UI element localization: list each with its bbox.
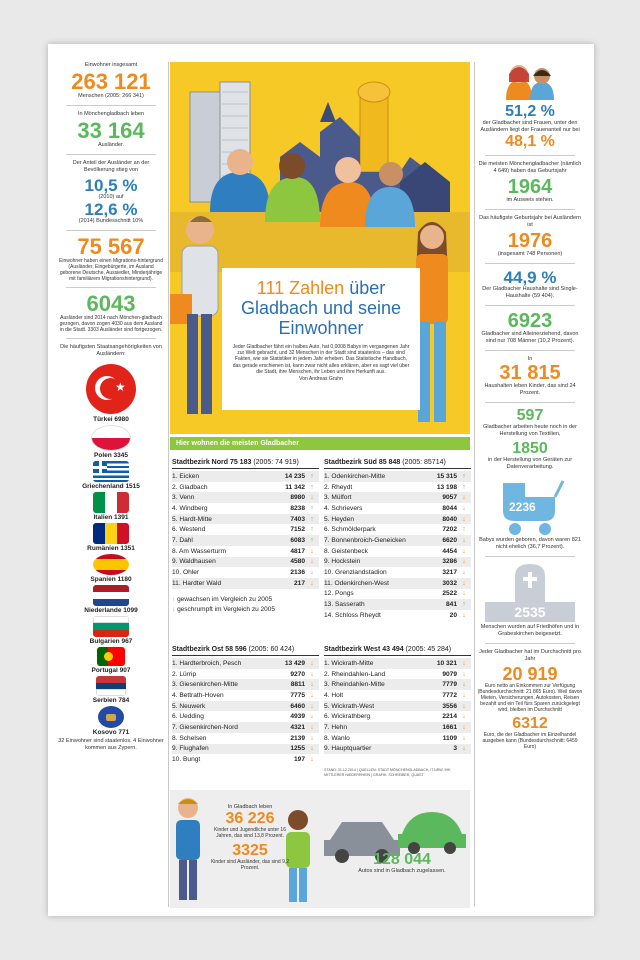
cars-value: 128 044 <box>373 851 431 868</box>
kids-note: Kinder und Jugendliche unter 16 Jahren, das sind 13,8 Prozent. <box>214 827 286 839</box>
table-row <box>324 546 471 557</box>
district-name: 10. Bungt <box>172 756 201 764</box>
arrow-down-icon: ↓ <box>462 611 466 619</box>
table-row <box>172 514 319 525</box>
flag-portugal-icon <box>97 647 125 666</box>
table-row <box>324 722 471 733</box>
table-row <box>172 492 319 503</box>
table-row <box>324 492 471 503</box>
arrow-up-icon: ↑ <box>310 504 314 512</box>
table-row <box>324 658 471 669</box>
district-population: 9057 <box>442 494 457 502</box>
flag-turkey-icon: ★ <box>86 364 136 414</box>
single-households-note: Der Gladbacher Haushalte sind Single-Haushalte (59 404). <box>482 286 578 299</box>
right-column <box>477 62 583 750</box>
district-name: 2. Gladbach <box>172 483 208 491</box>
district-name: 11. Odenkirchen-West <box>324 579 389 587</box>
table-row <box>172 503 319 514</box>
district-population: 7403 <box>290 515 305 523</box>
arrow-up-icon: ↑ <box>172 595 176 603</box>
foreigners-label: In Mönchengladbach leben <box>77 111 145 117</box>
population-label: Einwohner insgesamt <box>84 62 138 68</box>
table-row <box>324 503 471 514</box>
table-row <box>324 679 471 690</box>
table-row <box>172 733 319 744</box>
arrow-down-icon: ↓ <box>462 681 466 689</box>
babies-note: Babys wurden geboren, davon waren 821 nicht ehelich (36,7 Prozent). <box>479 537 581 550</box>
source-note: STAND: 31.12.2014 | QUELLEN: STADT MÖNCHENGLADBACH, IT.NRW, IHK MITTLERER NIEDERRHEIN | GRAFIK: SCHREIBER, QUAST <box>324 768 451 777</box>
arrow-down-icon: ↓ <box>172 605 176 613</box>
table-row <box>324 514 471 525</box>
arrow-up-icon: ↑ <box>310 526 314 534</box>
table-row <box>324 567 471 578</box>
babies-value: 2236 <box>509 500 536 514</box>
foreign-women-share-value: 48,1 % <box>505 133 555 150</box>
arrow-down-icon: ↓ <box>310 659 314 667</box>
arrow-down-icon: ↓ <box>310 569 314 577</box>
flag-serbia-icon <box>96 676 126 696</box>
burials-value: 2535 <box>485 602 575 622</box>
district-population: 6083 <box>290 536 305 544</box>
title-part-c: Gladbach und seine Einwohner <box>240 298 402 338</box>
arrow-up-icon: ↑ <box>462 526 466 534</box>
arrow-up-icon: ↑ <box>462 483 466 491</box>
arrow-down-icon: ↓ <box>462 745 466 753</box>
district-name: 7. Giesenkirchen-Nord <box>172 723 238 731</box>
table-row <box>172 679 319 690</box>
arrow-up-icon: ↑ <box>310 472 314 480</box>
district-sued-rows <box>324 471 471 621</box>
arrow-down-icon: ↓ <box>462 515 466 523</box>
district-name: 1. Hardterbroich, Pesch <box>172 659 242 667</box>
district-ost-rows <box>172 658 319 765</box>
district-population: 9270 <box>290 670 305 678</box>
district-name: 3. Giesenkirchen-Mitte <box>172 681 238 689</box>
burials-note: Menschen wurden auf Friedhöfen und in Grabeskirchen beigesetzt. <box>480 624 580 637</box>
legend-down: geschrumpft im Vergleich zu 2005 <box>177 605 275 613</box>
share-note: (2014) Bundesschnitt 10% <box>78 218 144 224</box>
left-column <box>58 62 164 752</box>
district-population: 6460 <box>290 702 305 710</box>
district-population: 10 321 <box>436 659 457 667</box>
district-population: 7202 <box>442 526 457 534</box>
arrow-down-icon: ↓ <box>462 547 466 555</box>
flag-label-romania: Rumänien 1351 <box>87 545 135 552</box>
district-population: 841 <box>445 601 457 609</box>
district-population: 1255 <box>290 745 305 753</box>
district-name: 7. Bonnenbroich-Geneicken <box>324 536 406 544</box>
table-row <box>172 546 319 557</box>
district-name: 12. Pongs <box>324 590 354 598</box>
table-row <box>324 610 471 621</box>
district-name: 1. Odenkirchen-Mitte <box>324 472 386 480</box>
arrow-down-icon: ↓ <box>310 713 314 721</box>
title-part-a: 111 Zahlen <box>256 278 345 298</box>
u6-note: Kinder sind Ausländer, das sind 9,2 Prozent. <box>210 859 290 871</box>
district-population: 3286 <box>442 558 457 566</box>
author: Von Andreas Gruhn <box>299 376 343 383</box>
kids-households-label: In <box>527 356 533 362</box>
table-row <box>172 754 319 765</box>
district-name: 4. Schrievers <box>324 504 363 512</box>
district-population: 3556 <box>442 702 457 710</box>
flag-label-turkey: Türkei 6980 <box>93 416 129 423</box>
district-name: 6. Wickrathberg <box>324 713 371 721</box>
district-population: 4454 <box>442 547 457 555</box>
district-name: 8. Schelsen <box>172 734 207 742</box>
women-share-value: 51,2 % <box>505 103 555 120</box>
table-row <box>172 578 319 589</box>
table-row <box>172 524 319 535</box>
left-divider <box>168 62 169 907</box>
arrow-down-icon: ↓ <box>462 569 466 577</box>
flag-romania-icon <box>93 523 129 544</box>
district-nord <box>172 459 319 615</box>
it-note: in der Herstellung von Geräten zur Datenverarbeitung. <box>487 457 573 470</box>
table-row <box>172 744 319 755</box>
district-name: 9. Hauptquartier <box>324 745 372 753</box>
arrow-down-icon: ↓ <box>310 691 314 699</box>
two-women-icon <box>500 62 560 100</box>
arrow-up-icon: ↑ <box>310 536 314 544</box>
district-name: 5. Neuwerk <box>172 702 206 710</box>
district-population: 2139 <box>290 734 305 742</box>
gravestone-icon <box>507 562 553 602</box>
district-population: 1109 <box>442 734 457 742</box>
flag-label-serbia: Serbien 784 <box>92 697 130 704</box>
district-name: 2. Lürrip <box>172 670 197 678</box>
district-ost <box>172 646 319 765</box>
district-name: 3. Mülfort <box>324 494 352 502</box>
district-name: 2. Rheydt <box>324 483 353 491</box>
flag-label-netherlands: Niederlande 1099 <box>84 607 138 614</box>
district-name: 7. Hehn <box>324 723 348 731</box>
district-population: 217 <box>293 579 305 587</box>
textile-value: 597 <box>516 407 544 424</box>
arrow-up-icon: ↑ <box>310 483 314 491</box>
arrow-down-icon: ↓ <box>462 691 466 699</box>
foreigners-note: Ausländer. <box>98 142 124 148</box>
arrow-down-icon: ↓ <box>462 558 466 566</box>
migration-value: 75 567 <box>77 234 145 259</box>
table-row <box>172 557 319 568</box>
share-mid: (2010) auf <box>98 194 124 200</box>
income-note: Euro netto an Einkommen zur Verfügung (Bundesdurchschnitt: 21 865 Euro). Weil davon Mieten, Versicherungen, Autokosten, Reisen bezahlt und ein Teil fürs Sparen zurückgelegt wird, bleiben im Durchschnitt <box>477 683 583 713</box>
district-ost-header: Stadtbezirk Ost 58 596 (2005: 60 424) <box>172 646 319 656</box>
district-name: 4. Holt <box>324 691 344 699</box>
district-name: 9. Waldhausen <box>172 558 216 566</box>
arrow-down-icon: ↓ <box>310 670 314 678</box>
table-row <box>324 711 471 722</box>
district-name: 6. Westend <box>172 526 206 534</box>
table-row <box>324 578 471 589</box>
arrow-down-icon: ↓ <box>310 734 314 742</box>
cars-block <box>342 852 462 875</box>
population-value: 263 121 <box>71 69 151 94</box>
district-name: 8. Am Wasserturm <box>172 547 226 555</box>
table-row <box>172 567 319 578</box>
birthyear-label: Die meisten Mönchengladbacher (nämlich 4 649) haben das Geburtsjahr <box>478 161 582 174</box>
district-name: 4. Bettrath-Hoven <box>172 691 224 699</box>
district-name: 6. Uedding <box>172 713 204 721</box>
district-population: 6620 <box>442 536 457 544</box>
arrow-down-icon: ↓ <box>310 756 314 764</box>
migration-note: Einwohner haben einen Migrations-hintergrund (Ausländer, Eingebürgerte, im Ausland geborene Deutsche, Aussiedler, Minderjährige mit familiärem Migrationshintergrund). <box>59 258 163 282</box>
flag-label-greece: Griechenland 1515 <box>82 483 140 490</box>
arrow-down-icon: ↓ <box>462 590 466 598</box>
section-title: Hier wohnen die meisten Gladbacher <box>170 437 470 450</box>
flags-note: 32 Einwohner sind staatenlos. 4 Einwohner kommen aus Zypern. <box>58 738 164 751</box>
retail-value: 6312 <box>512 715 548 732</box>
district-name: 2. Rheindahlen-Land <box>324 670 386 678</box>
flags-label: Die häufigsten Staatsangehörigkeiten von Ausländern: <box>60 344 162 357</box>
district-name: 5. Hardt-Mitte <box>172 515 212 523</box>
district-population: 3217 <box>442 569 457 577</box>
intro-text: Jeder Gladbacher fährt ein halbes Auto, hat 0,0008 Babys im vergangenen Jahr zur Welt gebracht, und 32 Menschen in der Stadt sind staatenlos – das sind Fakten, wie sie Statistiker in jedem Jahr erheben. Das Statistische Handbuch, das gerade erschienen ist, kann zwar nicht alles erklären, aber es sagt viel über die Stadt, ihre Menschen, ihr Leben und ihre Herkunft aus. <box>232 344 410 375</box>
arrow-down-icon: ↓ <box>310 579 314 587</box>
district-name: 3. Venn <box>172 494 195 502</box>
district-name: 9. Flughafen <box>172 745 209 753</box>
kids-label: In Gladbach leben <box>227 804 273 810</box>
arrow-down-icon: ↓ <box>462 659 466 667</box>
arrow-down-icon: ↓ <box>310 702 314 710</box>
district-west-header: Stadtbezirk West 43 494 (2005: 45 284) <box>324 646 471 656</box>
district-population: 8044 <box>442 504 457 512</box>
district-population: 8811 <box>290 681 305 689</box>
title-part-b: über <box>349 278 386 298</box>
kids-households-note: Haushalten leben Kinder, das sind 24 Prozent. <box>484 383 576 396</box>
flag-spain-icon <box>93 554 129 575</box>
single-parents-note: Gladbacher sind Alleinerziehend, davon sind nur 708 Männer (10,2 Prozent). <box>481 331 579 344</box>
arrow-down-icon: ↓ <box>462 504 466 512</box>
district-name: 5. Heyden <box>324 515 355 523</box>
population-note: Menschen (2005: 266 341) <box>78 93 144 99</box>
district-population: 8238 <box>290 504 305 512</box>
arrow-down-icon: ↓ <box>310 681 314 689</box>
district-population: 4580 <box>290 558 305 566</box>
district-name: 8. Wanlo <box>324 734 350 742</box>
table-row <box>172 722 319 733</box>
income-value: 20 919 <box>502 664 558 684</box>
arrow-down-icon: ↓ <box>462 579 466 587</box>
table-row <box>324 669 471 680</box>
page-title <box>222 278 420 338</box>
moved-note: Ausländer sind 2014 nach Mönchen-gladbach gezogen, davon zogen 4030 aus dem Ausland in die Stadt. 3303 Ausländer sind fortgezogen. <box>59 315 163 333</box>
district-west-rows <box>324 658 471 754</box>
share-value-2010: 10,5 % <box>84 176 138 195</box>
flag-greece-icon <box>93 461 129 482</box>
district-population: 20 <box>449 611 457 619</box>
moved-value: 6043 <box>86 291 136 316</box>
flag-label-italy: Italien 1391 <box>93 514 129 521</box>
kids-households-value: 31 815 <box>499 362 561 384</box>
flag-label-poland: Polen 3345 <box>94 452 128 459</box>
table-row <box>172 658 319 669</box>
table-row <box>172 535 319 546</box>
table-row <box>324 535 471 546</box>
u6-value: 3325 <box>232 842 268 859</box>
flag-poland-icon <box>91 425 131 451</box>
table-row <box>172 701 319 712</box>
cars-note: Autos sind in Gladbach zugelassen. <box>358 868 446 874</box>
foreign-birthyear-note: (insgesamt 748 Personen) <box>497 251 563 257</box>
bottom-panel <box>170 790 470 908</box>
table-row <box>172 471 319 482</box>
arrow-down-icon: ↓ <box>310 494 314 502</box>
table-row <box>324 589 471 600</box>
title-box <box>222 268 420 410</box>
district-population: 3032 <box>442 579 457 587</box>
district-name: 13. Sasserath <box>324 601 365 609</box>
flag-kosovo-icon <box>98 706 124 728</box>
foreign-birthyear-value: 1976 <box>507 230 553 252</box>
table-row <box>324 733 471 744</box>
birthyear-value: 1964 <box>507 176 553 198</box>
district-sued-header: Stadtbezirk Süd 85 848 (2005: 85714) <box>324 459 471 469</box>
district-population: 7779 <box>442 681 457 689</box>
district-name: 10. Grenzlandstadion <box>324 569 387 577</box>
arrow-down-icon: ↓ <box>310 745 314 753</box>
district-name: 3. Rheindahlen-Mitte <box>324 681 385 689</box>
arrow-down-icon: ↓ <box>462 734 466 742</box>
flag-italy-icon <box>93 492 129 513</box>
district-population: 4817 <box>290 547 305 555</box>
district-west <box>324 646 471 754</box>
kids-block <box>210 804 290 871</box>
arrow-up-icon: ↑ <box>310 515 314 523</box>
district-population: 2214 <box>442 713 457 721</box>
income-label: Jeder Gladbacher hat im Durchschnitt pro Jahr <box>479 649 581 662</box>
table-row <box>324 599 471 610</box>
arrow-down-icon: ↓ <box>462 702 466 710</box>
arrow-down-icon: ↓ <box>462 494 466 502</box>
table-row <box>172 690 319 701</box>
table-row <box>324 557 471 568</box>
women-share-note: der Gladbacher sind Frauen, unter den Ausländern liegt der Frauenanteil nur bei <box>480 120 580 133</box>
district-name: 6. Schmölderpark <box>324 526 376 534</box>
table-row <box>324 524 471 535</box>
district-population: 4939 <box>290 713 305 721</box>
district-population: 9079 <box>442 670 457 678</box>
arrow-up-icon: ↑ <box>462 472 466 480</box>
district-population: 13 429 <box>284 659 305 667</box>
district-name: 8. Geistenbeck <box>324 547 368 555</box>
car-green-icon <box>398 812 466 854</box>
district-population: 8040 <box>442 515 457 523</box>
table-row <box>324 690 471 701</box>
arrow-down-icon: ↓ <box>310 558 314 566</box>
district-name: 9. Hockstein <box>324 558 361 566</box>
flag-label-spain: Spanien 1180 <box>90 576 132 583</box>
district-population: 4321 <box>290 723 305 731</box>
foreign-birthyear-label: Das häufigste Geburtsjahr bei Ausländern ist <box>479 215 581 228</box>
district-population: 7152 <box>290 526 305 534</box>
district-population: 7775 <box>290 691 305 699</box>
district-population: 1661 <box>442 723 457 731</box>
share-value-2014: 12,6 % <box>84 200 138 219</box>
district-name: 10. Ohler <box>172 569 200 577</box>
district-population: 7772 <box>442 691 457 699</box>
district-sued <box>324 459 471 621</box>
arrow-down-icon: ↓ <box>462 723 466 731</box>
district-population: 2136 <box>290 569 305 577</box>
boy-icon <box>176 798 200 900</box>
kids-value: 36 226 <box>225 810 275 827</box>
table-row <box>324 744 471 755</box>
district-name: 1. Wickrath-Mitte <box>324 659 374 667</box>
district-nord-header: Stadtbezirk Nord 75 183 (2005: 74 919) <box>172 459 319 469</box>
district-name: 5. Wickrath-West <box>324 702 375 710</box>
it-value: 1850 <box>512 440 548 457</box>
legend <box>172 595 319 615</box>
table-row <box>172 482 319 493</box>
table-row <box>324 701 471 712</box>
table-row <box>324 471 471 482</box>
textile-note: Gladbacher arbeiten heute noch in der Herstellung von Textilien, <box>483 424 577 437</box>
arrow-down-icon: ↓ <box>310 723 314 731</box>
table-row <box>324 482 471 493</box>
district-population: 197 <box>293 756 305 764</box>
district-name: 1. Eicken <box>172 472 200 480</box>
retail-note: Euro, die der Gladbacher im Einzelhandel ausgeben kann (Bundesdurchschnitt: 6459 Euro) <box>482 732 578 750</box>
right-divider <box>474 62 475 907</box>
single-households-value: 44,9 % <box>503 268 557 287</box>
table-row <box>172 711 319 722</box>
flag-label-kosovo: Kosovo 771 <box>92 729 130 736</box>
district-population: 3 <box>453 745 457 753</box>
birthyear-note: im Ausweis stehen. <box>506 197 554 203</box>
district-population: 8980 <box>290 494 305 502</box>
flag-netherlands-icon <box>93 585 129 606</box>
arrow-down-icon: ↓ <box>462 713 466 721</box>
district-name: 7. Dahl <box>172 536 193 544</box>
flag-bulgaria-icon <box>93 616 129 637</box>
district-population: 13 198 <box>436 483 457 491</box>
district-population: 2522 <box>442 590 457 598</box>
flag-label-bulgaria: Bulgarien 967 <box>89 638 133 645</box>
share-label: Der Anteil der Ausländer an der Bevölkerung stieg von <box>72 160 150 173</box>
district-population: 14 235 <box>284 472 305 480</box>
flag-label-portugal: Portugal 907 <box>91 667 131 674</box>
single-parents-value: 6923 <box>507 310 553 332</box>
district-nord-rows <box>172 471 319 589</box>
legend-up: gewachsen im Vergleich zu 2005 <box>177 595 273 603</box>
arrow-up-icon: ↑ <box>462 601 466 609</box>
district-name: 14. Schloss Rheydt <box>324 611 381 619</box>
district-name: 11. Hardter Wald <box>172 579 222 587</box>
district-name: 4. Windberg <box>172 504 208 512</box>
arrow-down-icon: ↓ <box>310 547 314 555</box>
foreigners-value: 33 164 <box>77 118 145 143</box>
arrow-down-icon: ↓ <box>462 536 466 544</box>
table-row <box>172 669 319 680</box>
district-population: 11 342 <box>285 483 305 491</box>
stroller-icon <box>495 477 565 537</box>
arrow-down-icon: ↓ <box>462 670 466 678</box>
district-population: 15 315 <box>436 472 457 480</box>
